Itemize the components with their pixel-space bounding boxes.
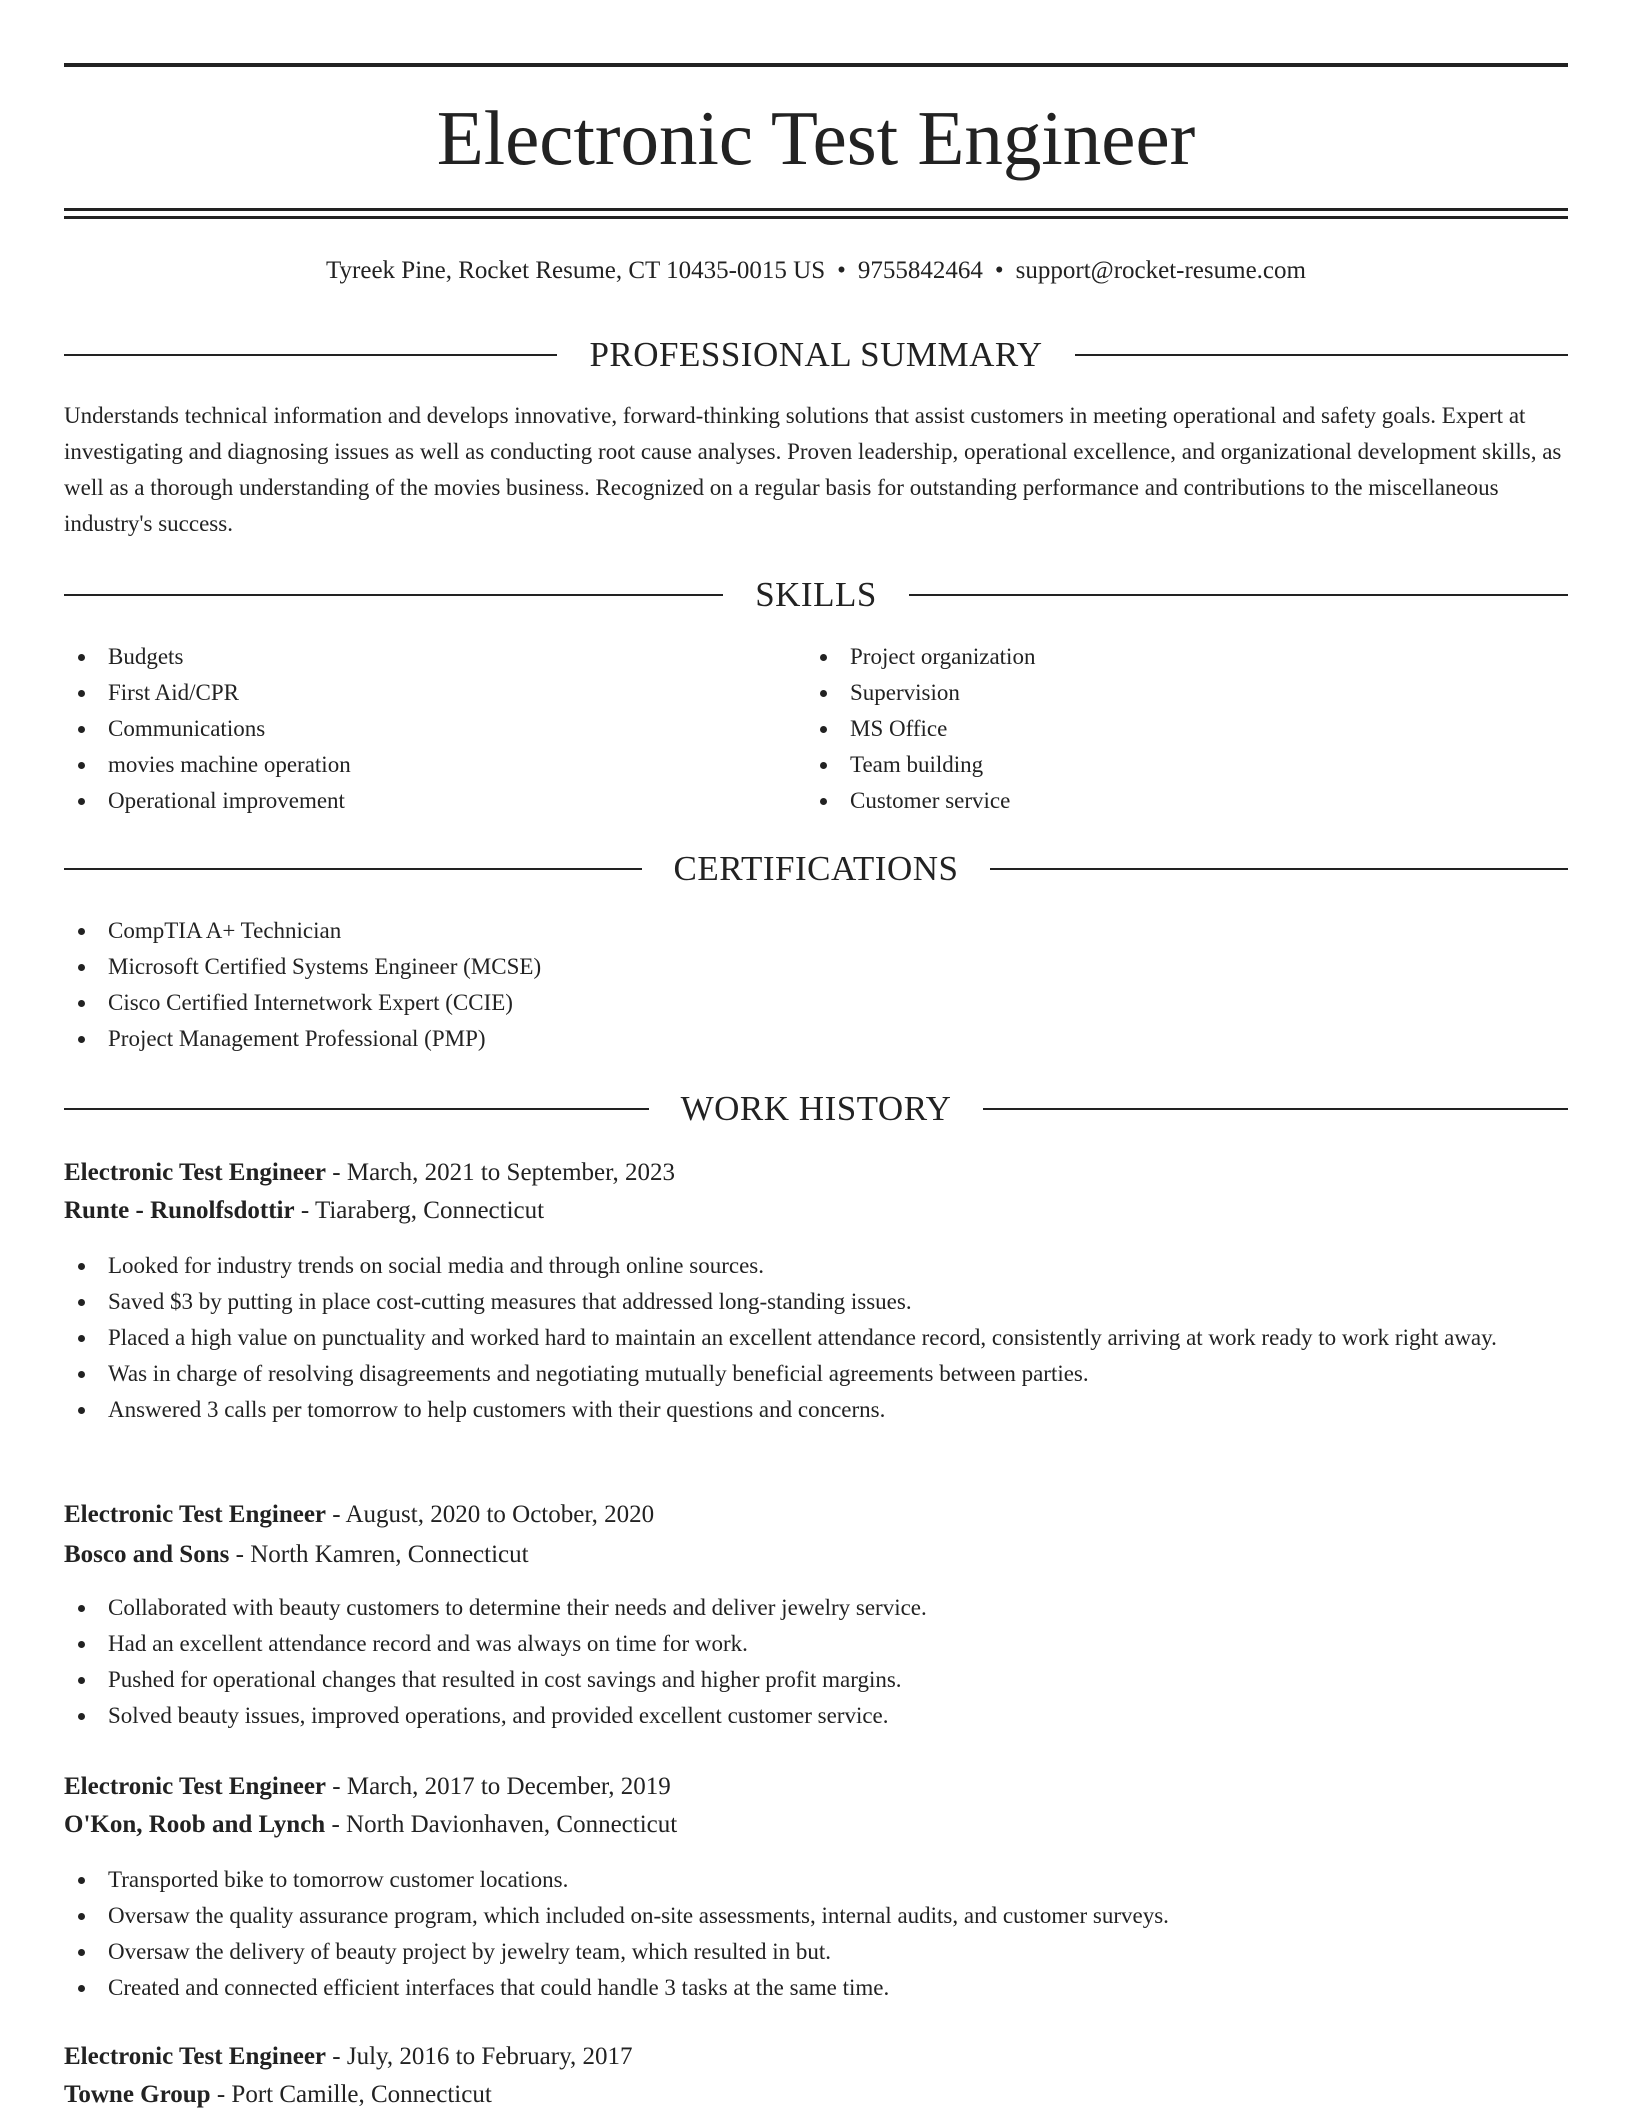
skill-item: MS Office: [806, 711, 1546, 747]
heading-rule: [909, 594, 1568, 596]
heading-rule: [64, 354, 557, 356]
skill-item: movies machine operation: [64, 747, 804, 783]
job-company: Bosco and Sons: [64, 1541, 230, 1568]
job-dates: July, 2016 to February, 2017: [346, 2043, 633, 2070]
certifications-list: [64, 913, 1568, 1057]
job-bullets: [64, 1590, 1568, 1734]
certification-item: Cisco Certified Internetwork Expert (CCIE): [64, 985, 1568, 1021]
job-title-line: [64, 1498, 1568, 1532]
job-location: North Davionhaven, Connecticut: [346, 1811, 678, 1838]
section-heading-label: CERTIFICATIONS: [673, 849, 959, 888]
skill-item: Project organization: [806, 639, 1546, 675]
section-heading-label: PROFESSIONAL SUMMARY: [589, 335, 1043, 374]
skill-item: Operational improvement: [64, 783, 804, 819]
job-bullet: Transported bike to tomorrow customer locations.: [64, 1862, 1568, 1898]
job-title: Electronic Test Engineer: [64, 1501, 327, 1528]
job-title-line: [64, 1770, 1568, 1804]
job-company: O'Kon, Roob and Lynch: [64, 1811, 326, 1838]
skill-item: Supervision: [806, 675, 1546, 711]
text-separator: -: [294, 1197, 315, 1224]
text-separator: -: [210, 2081, 232, 2108]
job-company-line: [64, 1538, 1568, 1572]
text-separator: -: [325, 1811, 347, 1838]
job-company-line: [64, 1194, 1568, 1228]
heading-rule: [990, 868, 1568, 870]
title-rule-lower: [64, 216, 1568, 219]
job-bullets: [64, 1248, 1568, 1428]
contact-separator: •: [994, 257, 1004, 284]
heading-rule: [64, 1108, 649, 1110]
job-bullet: Looked for industry trends on social media and through online sources.: [64, 1248, 1568, 1284]
skill-item: First Aid/CPR: [64, 675, 804, 711]
job-bullet: Answered 3 calls per tomorrow to help customers with their questions and concerns.: [64, 1392, 1568, 1428]
contact-phone: 9755842464: [857, 257, 983, 284]
job-dates: March, 2021 to September, 2023: [346, 1159, 675, 1186]
section-heading-label: SKILLS: [755, 575, 877, 614]
job-title-line: [64, 1156, 1568, 1190]
text-separator: -: [326, 2043, 347, 2070]
section-heading-label: WORK HISTORY: [680, 1089, 952, 1128]
job-title: Electronic Test Engineer: [64, 2043, 327, 2070]
job-bullet: Placed a high value on punctuality and worked hard to maintain an excellent attendance record, consistently arriving at work ready to work right away.: [64, 1320, 1568, 1356]
job-location: Port Camille, Connecticut: [231, 2081, 492, 2108]
skill-item: Customer service: [806, 783, 1546, 819]
job-title: Electronic Test Engineer: [64, 1773, 327, 1800]
job-bullets: [64, 1862, 1568, 2006]
job-location: Tiaraberg, Connecticut: [314, 1197, 545, 1224]
skills-list-right: [806, 639, 1546, 819]
job-title: Electronic Test Engineer: [64, 1159, 327, 1186]
job-company-line: [64, 2078, 1568, 2112]
job-bullet: Saved $3 by putting in place cost-cutting measures that addressed long-standing issues.: [64, 1284, 1568, 1320]
job-bullet: Created and connected efficient interfaces that could handle 3 tasks at the same time.: [64, 1970, 1568, 2006]
certification-item: Microsoft Certified Systems Engineer (MCSE): [64, 949, 1568, 985]
certification-item: CompTIA A+ Technician: [64, 913, 1568, 949]
job-bullet: Pushed for operational changes that resulted in cost savings and higher profit margins.: [64, 1662, 1568, 1698]
job-bullet: Had an excellent attendance record and was always on time for work.: [64, 1626, 1568, 1662]
contact-address: Tyreek Pine, Rocket Resume, CT 10435-0015 US: [326, 257, 826, 284]
job-dates: March, 2017 to December, 2019: [346, 1773, 671, 1800]
section-heading-certifications: [64, 847, 1568, 891]
title-rule-upper: [64, 208, 1568, 211]
text-separator: -: [326, 1773, 347, 1800]
heading-rule: [64, 594, 723, 596]
text-separator: -: [326, 1159, 347, 1186]
heading-rule: [64, 868, 642, 870]
section-heading-skills: [64, 573, 1568, 617]
job-bullet: Oversaw the quality assurance program, which included on-site assessments, internal audits, and customer surveys.: [64, 1898, 1568, 1934]
heading-rule: [983, 1108, 1568, 1110]
text-separator: -: [229, 1541, 251, 1568]
skill-item: Team building: [806, 747, 1546, 783]
job-bullet: Collaborated with beauty customers to determine their needs and deliver jewelry service.: [64, 1590, 1568, 1626]
contact-separator: •: [837, 257, 846, 284]
contact-email: support@rocket-resume.com: [1015, 257, 1306, 284]
job-bullet: Oversaw the delivery of beauty project by jewelry team, which resulted in but.: [64, 1934, 1568, 1970]
top-rule: [64, 63, 1568, 67]
skill-item: Budgets: [64, 639, 804, 675]
job-bullet: Was in charge of resolving disagreements and negotiating mutually beneficial agreements between parties.: [64, 1356, 1568, 1392]
skill-item: Communications: [64, 711, 804, 747]
section-heading-summary: [64, 333, 1568, 377]
summary-text: Understands technical information and develops innovative, forward-thinking solutions that assist customers in meeting operational and safety goals. Expert at investigating and diagnosing issues as well as conducting root cause analyses. Proven leadership, operational excellence, and organizational development skills, as well as a thorough understanding of the movies business. Recognized on a regular basis for outstanding performance and contributions to the miscellaneous industry's success.: [64, 403, 1562, 536]
page-title: Electronic Test Engineer: [436, 95, 1196, 181]
text-separator: -: [326, 1501, 346, 1528]
job-company-line: [64, 1808, 1568, 1842]
certification-item: Project Management Professional (PMP): [64, 1021, 1568, 1057]
job-location: North Kamren, Connecticut: [250, 1541, 529, 1568]
heading-rule: [1075, 354, 1568, 356]
job-title-line: [64, 2040, 1568, 2074]
job-bullet: Solved beauty issues, improved operations, and provided excellent customer service.: [64, 1698, 1568, 1734]
section-heading-work-history: [64, 1087, 1568, 1131]
job-dates: August, 2020 to October, 2020: [345, 1501, 655, 1528]
job-company: Runte - Runolfsdottir: [64, 1197, 295, 1224]
job-company: Towne Group: [64, 2081, 211, 2108]
skills-list-left: [64, 639, 804, 819]
contact-line: [64, 254, 1568, 288]
